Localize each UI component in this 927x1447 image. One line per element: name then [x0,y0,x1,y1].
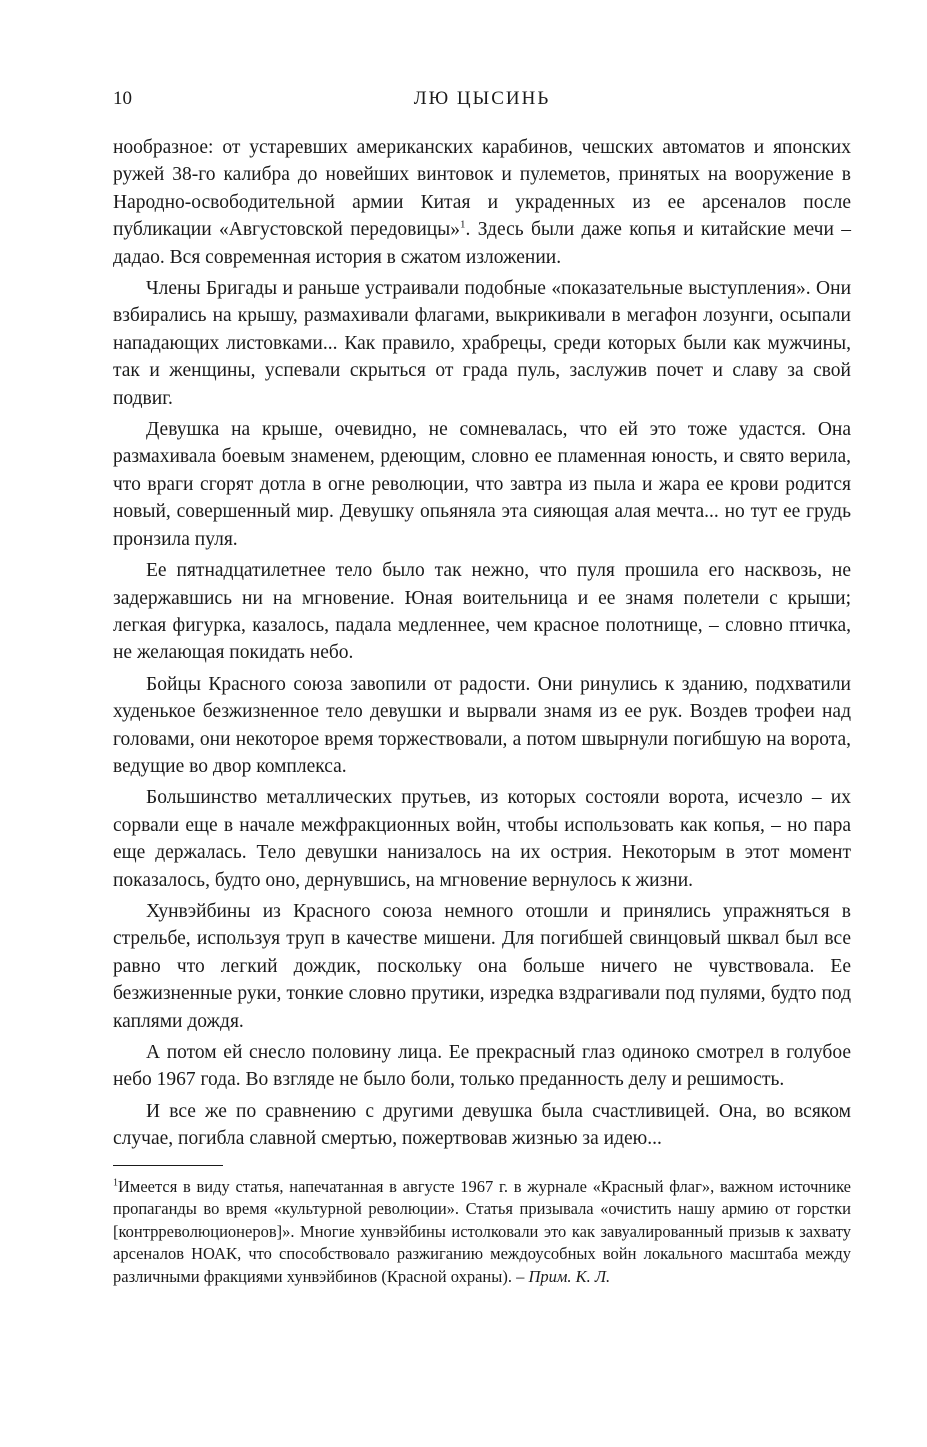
paragraph-text: нообразное: от устаревших американских карабинов, чешских автоматов и японских ружей 38-го калибра до новейших винтовок и пулеметов, принятых на вооружение в Народно-освободительной армии Китая и украденных из ее арсеналов после публикации «Августовской передовицы» [113,137,851,241]
footnote-divider [113,1165,223,1166]
footnote-reference: 1 [460,218,466,231]
paragraph: Хунвэйбины из Красного союза немного отошли и принялись упражняться в стрельбе, используя труп в качестве мишени. Для погибшей свинцовый шквал был все равно что легкий дождик, поскольку она больше ничего не чувствовала. Ее безжизненные руки, тонкие словно прутики, изредка вздрагивали под пулями, будто под каплями дождя. [113,900,851,1032]
paragraph-text-continued: . Здесь были даже копья и китайские мечи – дадао. Вся современная история в сжатом изложении. [113,219,852,268]
running-head: ЛЮ ЦЫСИНЬ [413,88,551,109]
paragraph [113,134,851,271]
paragraph: Бойцы Красного союза завопили от радости. Они ринулись к зданию, подхватили худенькое безжизненное тело девушки и вырвали знамя из ее рук. Воздев трофеи над головами, они некоторое время торжествовали, а потом швырнули погибшую на ворота, ведущие во двор комплекса. [113,673,851,777]
paragraph: Девушка на крыше, очевидно, не сомневалась, что ей это тоже удастся. Она размахивала боевым знаменем, рдеющим, словно ее пламенная юность, и свято верила, что враги сгорят дотла в огне революции, что завтра из пыла и жара ее крови родится новый, совершенный мир. Девушку опьяняла эта сияющая алая мечта... но тут ее грудь пронзила пуля. [113,419,851,550]
footnote-signature: Прим. К. Л. [528,1266,611,1286]
main-text [113,134,851,1153]
footnote [113,1176,851,1289]
paragraph: Большинство металлических прутьев, из которых состояли ворота, исчезло – их сорвали еще в начале межфракционных войн, чтобы использовать как копья, – но пара еще держалась. Тело девушки нанизалось на их острия. Некоторым в этот момент показалось, будто оно, дернувшись, на мгновение вернулось к жизни. [113,787,851,891]
paragraph: И все же по сравнению с другими девушка была счастливицей. Она, во всяком случае, погибла славной смертью, пожертвовав жизнью за идею... [113,1100,851,1150]
page-number: 10 [113,88,132,109]
book-page [113,88,851,1288]
paragraph: Ее пятнадцатилетнее тело было так нежно, что пуля прошила его насквозь, не задержавшись ни на мгновение. Юная воительница и ее знамя полетели с крыши; легкая фигурка, казалось, падала медленнее, чем красное полотнище, – словно птичка, не желающая покидать небо. [113,560,851,664]
paragraph: А потом ей снесло половину лица. Ее прекрасный глаз одиноко смотрел в голубое небо 1967 года. Во взгляде не было боли, только преданность делу и решимость. [113,1042,851,1091]
paragraph: Члены Бригады и раньше устраивали подобные «показательные выступления». Они взбирались на крышу, размахивали флагами, выкрикивали в мегафон лозунги, осыпали нападающих листовками... Как правило, храбрецы, среди которых были как мужчины, так и женщины, успевали скрыться от града пуль, заслужив почет и славу за свой подвиг. [113,278,851,409]
footnote-mark: 1 [113,1177,118,1189]
page-header [113,88,851,118]
footnote-text: Имеется в виду статья, напечатанная в августе 1967 г. в журнале «Красный флаг», важном источнике пропаганды во время «культурной революции». Статья призывала «очистить нашу армию от горстки [контрреволюционеров]». Многие хунвэйбины истолковали это как завуалированный призыв к захвату арсеналов НОАК, что способствовало разжиганию междоусобных войн локального масштаба между различными фракциями хунвэйбинов (Красной охраны). – [113,1176,851,1286]
